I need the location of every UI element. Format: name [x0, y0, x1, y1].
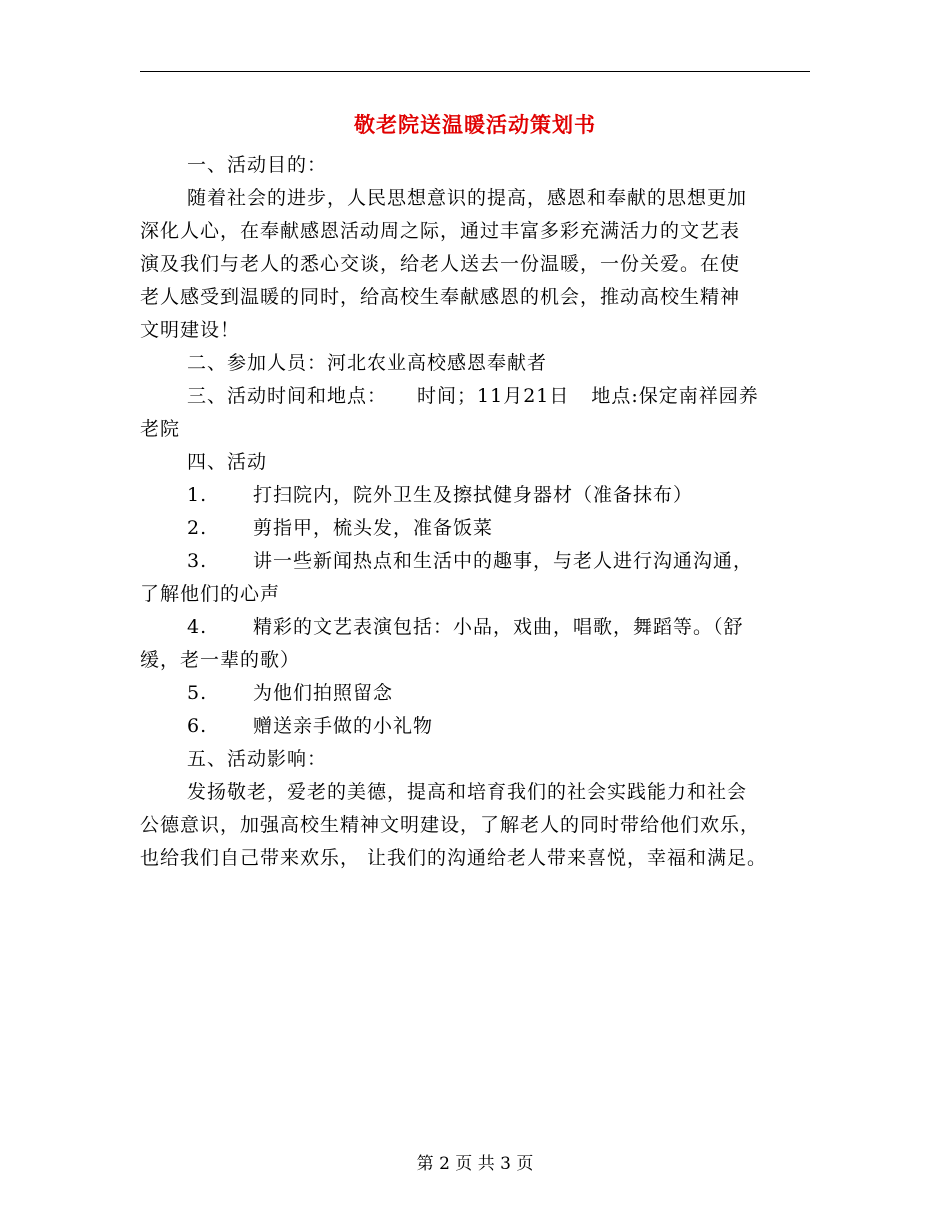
impact-paragraph	[140, 776, 812, 875]
activity-item	[140, 677, 812, 710]
activity-continuation: 缓，老一辈的歌）	[140, 649, 301, 671]
section-time-place	[140, 380, 812, 446]
activity-text: 讲一些新闻热点和生活中的趣事，与老人进行沟通沟通，	[253, 550, 754, 572]
activity-continuation: 了解他们的心声	[140, 583, 281, 605]
activity-number: 3.	[187, 550, 208, 572]
activity-item	[140, 611, 812, 677]
place-continuation: 老院	[140, 418, 181, 440]
purpose-line: 文明建设！	[140, 319, 241, 341]
section-activities-heading: 四、活动	[187, 451, 268, 473]
purpose-line: 老人感受到温暖的同时，给高校生奉献感恩的机会，推动高校生精神	[140, 286, 741, 308]
activity-number: 4.	[187, 616, 208, 638]
document-body	[140, 149, 812, 875]
impact-line: 发扬敬老，爱老的美德，提高和培育我们的社会实践能力和社会	[187, 781, 748, 803]
activity-number: 6.	[187, 715, 208, 737]
purpose-paragraph	[140, 182, 812, 347]
activity-number: 2.	[187, 517, 208, 539]
time-place-label: 三、活动时间和地点：	[187, 385, 388, 407]
activity-text: 打扫院内，院外卫生及擦拭健身器材（准备抹布）	[253, 484, 694, 506]
document-title: 敬老院送温暖活动策划书	[354, 112, 596, 137]
activity-number: 5.	[187, 682, 208, 704]
impact-line: 也给我们自己带来欢乐， 让我们的沟通给老人带来喜悦，幸福和满足。	[140, 847, 768, 869]
activity-item	[140, 512, 812, 545]
section-impact-heading: 五、活动影响：	[187, 748, 328, 770]
place-text: 地点:保定南祥园养	[591, 385, 759, 407]
purpose-line: 随着社会的进步，人民思想意识的提高，感恩和奉献的思想更加	[187, 187, 748, 209]
section-participants: 二、参加人员：河北农业高校感恩奉献者	[187, 352, 548, 374]
activity-number: 1.	[187, 484, 208, 506]
activity-text: 赠送亲手做的小礼物	[253, 715, 434, 737]
activity-item	[140, 545, 812, 611]
activity-item	[140, 710, 812, 743]
section-purpose-heading: 一、活动目的：	[187, 154, 328, 176]
purpose-line: 演及我们与老人的悉心交谈，给老人送去一份温暖，一份关爱。在使	[140, 253, 741, 275]
activity-text: 精彩的文艺表演包括：小品，戏曲，唱歌，舞蹈等。（舒	[253, 616, 744, 638]
purpose-line: 深化人心，在奉献感恩活动周之际，通过丰富多彩充满活力的文艺表	[140, 220, 741, 242]
page-number-footer: 第 2 页 共 3 页	[416, 1154, 534, 1174]
activity-text: 剪指甲，梳头发，准备饭菜	[253, 517, 494, 539]
header-rule	[140, 71, 810, 72]
activity-item	[140, 479, 812, 512]
time-text: 时间；11月21日	[417, 385, 570, 407]
activity-text: 为他们拍照留念	[253, 682, 394, 704]
impact-line: 公德意识，加强高校生精神文明建设，了解老人的同时带给他们欢乐，	[140, 814, 761, 836]
